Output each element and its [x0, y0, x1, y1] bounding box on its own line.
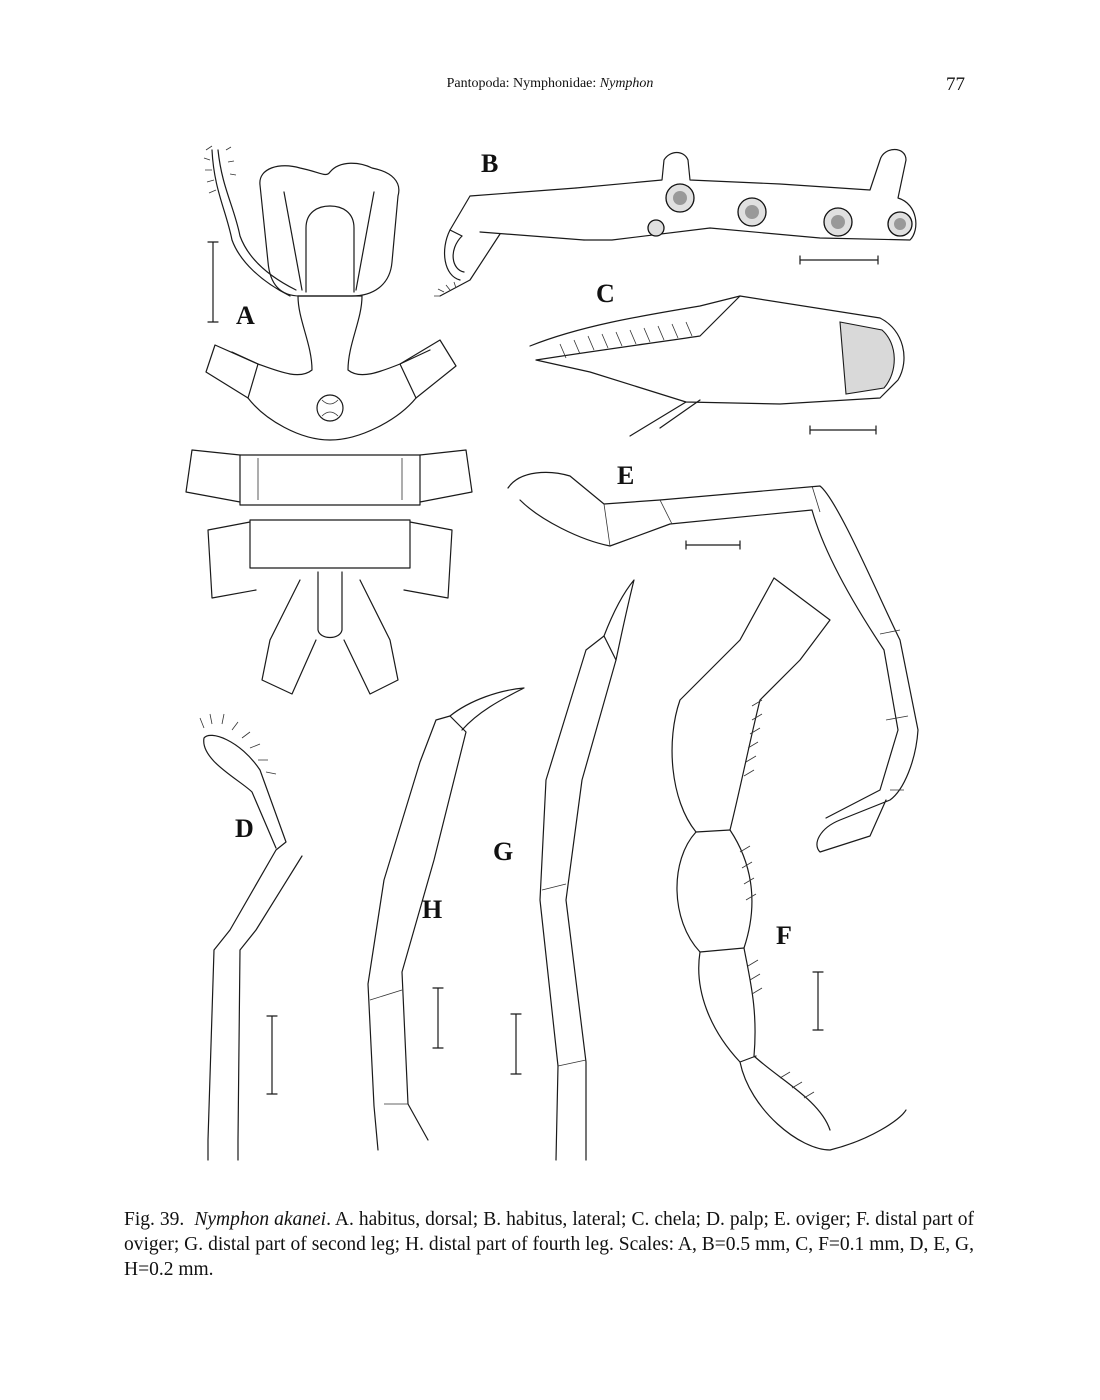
panel-label-e: E	[617, 461, 635, 490]
caption-text: . A. habitus, dorsal; B. habitus, lateral; C. chela; D. palp; E. oviger; F. distal part of oviger; G. distal part of second leg; H. distal part of fourth leg. Scales: A, B=0.5 mm, C, F=0.1 mm, D, E, G, H=0.2 mm.	[124, 1209, 975, 1280]
panel-d-palp	[200, 714, 302, 1160]
panel-a-palp	[212, 150, 296, 296]
scale-bar-e	[686, 541, 740, 549]
panel-e-oviger	[508, 472, 918, 852]
panel-label-f: F	[776, 921, 792, 950]
panel-label-g: G	[493, 837, 514, 866]
panel-b-habitus-lateral	[434, 150, 916, 297]
running-head-genus: Nymphon	[599, 76, 654, 91]
running-head-prefix: Pantopoda: Nymphonidae:	[446, 76, 600, 91]
panel-label-h: H	[422, 895, 443, 924]
caption-species: Nymphon akanei	[194, 1209, 327, 1230]
scale-bar-f	[813, 972, 823, 1030]
scale-bar-d	[267, 1016, 277, 1094]
panel-c-chela	[530, 296, 904, 436]
panel-label-b: B	[481, 149, 499, 178]
scale-bar-a	[208, 242, 218, 322]
panel-g-second-leg	[511, 580, 634, 1160]
panel-label-c: C	[596, 279, 615, 308]
panel-label-a: A	[236, 301, 255, 330]
panel-f-oviger-distal	[672, 578, 906, 1150]
panel-a-habitus-dorsal	[186, 146, 472, 694]
panel-a-proboscis	[306, 206, 354, 292]
scale-bar-g	[511, 1014, 521, 1074]
figure-caption	[124, 1207, 974, 1282]
panel-h-fourth-leg	[368, 688, 524, 1150]
scale-bar-b	[800, 256, 878, 264]
panel-label-d: D	[235, 814, 254, 843]
caption-figure-number: Fig. 39.	[124, 1209, 185, 1230]
page-number: 77	[946, 74, 965, 95]
scale-bar-h	[433, 988, 443, 1048]
scale-bar-c	[810, 426, 876, 434]
